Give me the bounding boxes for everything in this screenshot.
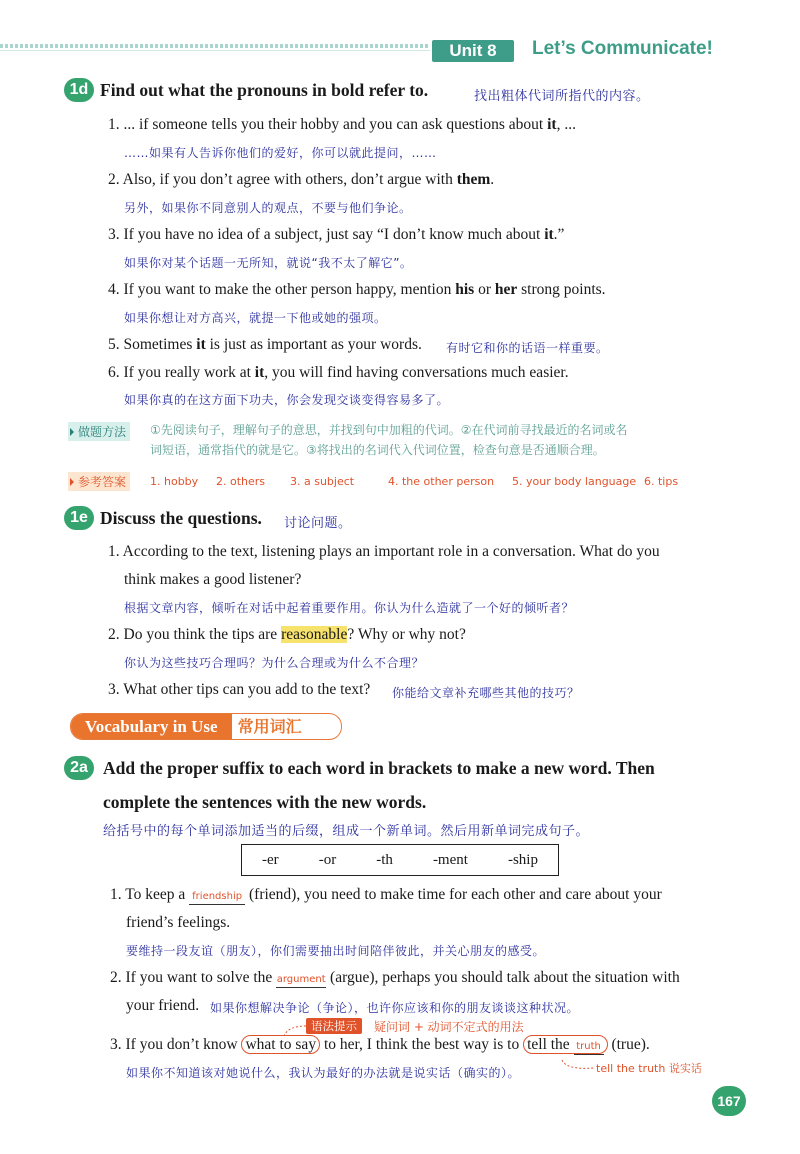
suffix-or: -or [318, 851, 337, 868]
truth-note: tell the truth 说实话 [596, 1062, 702, 1075]
vocabulary-section-header [70, 713, 342, 740]
method-label: 做题方法 [68, 422, 130, 441]
item-1d-5-cn: 有时它和你的话语一样重要。 [446, 341, 609, 355]
blank-argument: argument [276, 973, 326, 988]
answer-4: 4. the other person [388, 475, 495, 488]
q-1e-1-line1: 1. According to the text, listening plays an important role in a conversation. What do you [108, 543, 660, 560]
suffix-box [241, 844, 559, 876]
grammar-tip-label: 语法提示 [306, 1018, 362, 1034]
q-1e-2-cn: 你认为这些技巧合理吗？为什么合理或为什么不合理？ [124, 656, 425, 670]
section-badge-1e: 1e [64, 506, 94, 530]
section-badge-1d: 1d [64, 78, 94, 102]
sentence-2a-2-cn: 如果你想解决争论（争论），也许你应该和你的朋友谈谈这种状况。 [210, 1001, 580, 1015]
answer-2: 2. others [216, 475, 266, 488]
answer-3: 3. a subject [290, 475, 355, 488]
item-1d-5: 5. Sometimes it is just as important as your words. [108, 336, 422, 353]
vocabulary-title-cn: 常用词汇 [237, 717, 302, 736]
section-badge-2a: 2a [64, 756, 94, 780]
answer-label: 参考答案 [68, 472, 130, 491]
header-rule [0, 44, 430, 48]
item-1d-1: 1. ... if someone tells you their hobby and you can ask questions about it, ... [108, 116, 576, 133]
task-1e-title: Discuss the questions. [100, 508, 262, 528]
page-header-title: Let’s Communicate! [532, 38, 713, 59]
q-1e-2: 2. Do you think the tips are reasonable? Why or why not? [108, 626, 466, 643]
task-2a-title-line2: complete the sentences with the new words. [103, 792, 427, 812]
sentence-2a-1-cn: 要维持一段友谊（朋友），你们需要抽出时间陪伴彼此，并关心朋友的感受。 [126, 944, 546, 958]
suffix-th: -th [376, 851, 393, 868]
suffix-ment: -ment [432, 851, 468, 868]
blank-friendship: friendship [189, 890, 245, 905]
highlight-reasonable: reasonable [281, 626, 348, 643]
item-1d-4: 4. If you want to make the other person happy, mention his or her strong points. [108, 281, 606, 298]
sentence-2a-2-line2: your friend. [126, 997, 200, 1014]
sentence-2a-3-cn: 如果你不知道该对她说什么，我认为最好的办法就是说实话（确实的）。 [126, 1066, 521, 1080]
task-2a-title-cn: 给括号中的每个单词添加适当的后缀，组成一个新单词。然后用新单词完成句子。 [103, 824, 590, 839]
item-1d-3-cn: 如果你对某个话题一无所知，就说“我不太了解它”。 [124, 256, 413, 270]
header-rule-thin [0, 50, 430, 51]
method-line-2: 词短语，通常指代的就是它。③将找出的名词代入代词位置，检查句意是否通顺合理。 [150, 443, 605, 457]
vocabulary-title: Vocabulary in Use [71, 714, 232, 739]
q-1e-3: 3. What other tips can you add to the text? [108, 681, 371, 698]
blank-truth: truth [574, 1040, 604, 1055]
item-1d-3: 3. If you have no idea of a subject, just say “I don’t know much about it.” [108, 226, 565, 243]
item-1d-6-cn: 如果你真的在这方面下功夫，你会发现交谈变得容易多了。 [124, 393, 450, 407]
q-1e-1-cn: 根据文章内容，倾听在对话中起着重要作用。你认为什么造就了一个好的倾听者？ [124, 601, 575, 615]
suffix-er: -er [262, 851, 279, 868]
unit-badge: Unit 8 [432, 40, 514, 62]
task-1d-title: Find out what the pronouns in bold refer to. [100, 80, 429, 100]
item-1d-6: 6. If you really work at it, you will find having conversations much easier. [108, 364, 569, 381]
sentence-2a-2: 2. If you want to solve the argument (argue), perhaps you should talk about the situation with [110, 969, 680, 986]
suffix-ship: -ship [507, 851, 538, 868]
circled-tell-the-truth: tell the truth [523, 1035, 608, 1054]
q-1e-1-line2: think makes a good listener? [124, 571, 302, 588]
truth-note-connector [558, 1058, 598, 1074]
task-2a-title-line1: Add the proper suffix to each word in brackets to make a new word. Then [103, 758, 655, 778]
page-number: 167 [712, 1086, 746, 1116]
grammar-tip-note: 疑问词 + 动词不定式的用法 [374, 1020, 524, 1034]
circled-what-to-say: what to say [241, 1035, 320, 1054]
item-1d-2-cn: 另外，如果你不同意别人的观点，不要与他们争论。 [124, 201, 412, 215]
task-1d-title-cn: 找出粗体代词所指代的内容。 [474, 89, 650, 104]
sentence-2a-1: 1. To keep a friendship (friend), you need to make time for each other and care about your [110, 886, 662, 903]
item-1d-4-cn: 如果你想让对方高兴，就提一下他或她的强项。 [124, 311, 387, 325]
task-1e-title-cn: 讨论问题。 [284, 516, 352, 531]
method-line-1: ①先阅读句子，理解句子的意思，并找到句中加粗的代词。②在代词前寻找最近的名词或名 [150, 423, 628, 437]
answer-1: 1. hobby [150, 475, 199, 488]
sentence-2a-1-line2: friend’s feelings. [126, 914, 231, 931]
q-1e-3-cn: 你能给文章补充哪些其他的技巧？ [392, 686, 580, 700]
item-1d-1-cn: ……如果有人告诉你他们的爱好，你可以就此提问，…… [124, 146, 437, 160]
answer-6: 6. tips [644, 475, 679, 488]
answer-5: 5. your body language [512, 475, 637, 488]
item-1d-2: 2. Also, if you don’t agree with others, don’t argue with them. [108, 171, 495, 188]
sentence-2a-3: 3. If you don’t know what to say to her, I think the best way is to tell the truth (true). [110, 1036, 650, 1053]
